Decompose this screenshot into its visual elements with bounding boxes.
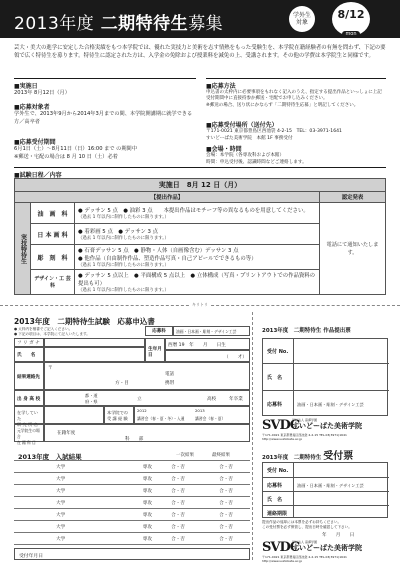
history-dept: 専攻 bbox=[94, 473, 154, 485]
age-field[interactable]: （ 才） bbox=[165, 350, 250, 362]
heading-eligibility: ■応募対象者 bbox=[14, 104, 50, 111]
history-title: 2013年度 入試結果 bbox=[18, 453, 82, 461]
history-univ: 大学 bbox=[54, 461, 94, 473]
prev-year-2: 2013 bbox=[195, 408, 205, 413]
card1-box bbox=[262, 338, 388, 416]
final-result-header: 最終結果 bbox=[212, 453, 230, 458]
cut-label: キリトリ bbox=[192, 302, 208, 307]
heading-date: ■実施日 bbox=[14, 83, 38, 90]
name-field[interactable] bbox=[44, 347, 145, 362]
content-sculpture bbox=[75, 245, 320, 270]
history-first-result[interactable]: 合・否 bbox=[154, 533, 202, 545]
history-dept: 専攻 bbox=[94, 485, 154, 497]
name-label: 氏 名 bbox=[14, 347, 44, 362]
category-label: 実技特待生 bbox=[15, 203, 31, 295]
body-date: 2013年 8月12日（月） bbox=[14, 90, 70, 96]
first-result-header: 一次結果 bbox=[176, 453, 194, 458]
content-nihonga bbox=[75, 224, 320, 245]
date-badge bbox=[332, 2, 370, 36]
heading-place: ■応募受付場所（送付先） bbox=[206, 122, 278, 129]
school-type: 立 bbox=[137, 397, 142, 402]
card2-row[interactable] bbox=[263, 505, 389, 519]
body-eligibility: 学外生で、2013年9月から2014年3月までの間、本学院開講期に就学できる方／高卒者 bbox=[14, 111, 193, 125]
card2-footer: 提出作品の返却には本票を必ずお持ちください。 この受付票を必ず保管し、提出日時を確認して下さい。 bbox=[262, 520, 352, 529]
card2-date: 年 月 日 bbox=[322, 533, 355, 538]
history-first-result[interactable]: 合・否 bbox=[154, 521, 202, 533]
card2-row[interactable] bbox=[263, 491, 389, 505]
history-row[interactable] bbox=[14, 497, 250, 509]
card2-title bbox=[262, 447, 353, 462]
history-final-result[interactable]: 合・否 bbox=[202, 473, 250, 485]
history-univ-field[interactable] bbox=[14, 461, 54, 473]
birth-label: 生年月日 bbox=[145, 338, 165, 362]
title-main: 二期特待生 bbox=[100, 14, 189, 34]
mobile-label: 携帯 bbox=[165, 381, 175, 386]
phone-label: 電話 bbox=[165, 372, 175, 377]
history-dept: 専攻 bbox=[94, 521, 154, 533]
history-row[interactable] bbox=[14, 509, 250, 521]
history-final-result[interactable]: 合・否 bbox=[202, 533, 250, 545]
school-logo bbox=[262, 418, 388, 441]
content-text: ● 石膏デッサン 5 点 ● 静物・人体（自画像含む）デッサン 3 点 ● 他作品（自由制作作品、塑造作品写真・自己アピールでできるもの等） bbox=[78, 248, 257, 262]
address-city: 方・目 bbox=[115, 381, 129, 386]
prev-year-1: 2012 bbox=[137, 408, 147, 413]
logo-address: 〒171-0021 東京都豊島区西池袋 4-2-15 TEL.03(3971)1641 http://www.suidobata.ac.jp bbox=[262, 433, 350, 441]
postal-mark: 〒 bbox=[48, 366, 53, 371]
history-dept: 専攻 bbox=[94, 497, 154, 509]
col-result-header: 認定発表 bbox=[320, 192, 386, 203]
date-day: mon bbox=[342, 31, 359, 37]
card2-row[interactable] bbox=[263, 477, 389, 491]
card1-row[interactable] bbox=[263, 390, 389, 417]
history-univ: 大学 bbox=[54, 485, 94, 497]
application-title: 2013年度 二期特待生試験 応募申込書 bbox=[14, 317, 155, 326]
logo-mark: SVDC bbox=[262, 418, 300, 433]
history-first-result[interactable]: 合・否 bbox=[154, 473, 202, 485]
history-final-result[interactable]: 合・否 bbox=[202, 461, 250, 473]
heading-period: ■応募受付期間 bbox=[14, 139, 56, 146]
subject-nihonga: 日 本 画 科 bbox=[31, 224, 75, 245]
body-place: 〒171-0021 東京都豊島区西池袋 4-2-15 TEL：03-3971-1641 すいどーばた美術学院 本館 1F 事務受付 bbox=[206, 129, 342, 141]
history-row[interactable] bbox=[14, 461, 250, 473]
card2-box bbox=[262, 462, 388, 518]
section-rule bbox=[14, 78, 196, 79]
prev-school-label: 在学していた 研 究 所 名 bbox=[14, 406, 44, 424]
prev-school-field[interactable] bbox=[44, 406, 104, 424]
card1-key: 応募科 bbox=[267, 402, 283, 408]
school-label: 出 身 高 校 bbox=[14, 390, 44, 406]
history-first-result[interactable]: 合・否 bbox=[154, 461, 202, 473]
card2-key: 応募科 bbox=[267, 483, 283, 489]
card1-key: 受付 No. bbox=[267, 349, 289, 355]
content-text: ● デッサン 5 点 ● 油彩 3 点 本提出作品はモチーフ等の異なるものを用意してください。 bbox=[78, 208, 309, 214]
application-note: ● 太枠内を楷書でご記入ください。 ● 下記の項目は、本学院にて記入いたします。 bbox=[14, 327, 90, 336]
card1-key: 氏 名 bbox=[267, 375, 283, 381]
heading-method: ■応募方法 bbox=[206, 83, 236, 90]
heading-venue: ■会場・時間 bbox=[206, 146, 242, 153]
prev-exam-field[interactable] bbox=[134, 406, 250, 424]
card1-title-main: 作品提出票 bbox=[323, 328, 351, 334]
history-univ-field[interactable] bbox=[14, 521, 54, 533]
history-final-result[interactable]: 合・否 bbox=[202, 509, 250, 521]
card2-value: 油画・日本画・彫刻・デザイン工芸 bbox=[297, 483, 364, 488]
card2-title-pre: 2013年度 二期特待生 bbox=[262, 455, 322, 461]
history-univ: 大学 bbox=[54, 533, 94, 545]
exam-table bbox=[14, 178, 386, 295]
history-first-result[interactable]: 合・否 bbox=[154, 509, 202, 521]
subject-sculpture: 彫 刻 科 bbox=[31, 245, 75, 270]
intro-text: 芸大・美大の進学に安定した合格実績をもつ本学院では、優れた実技力と美術を志す情熱をもった受験生を、本学院在籍経験者の有無を問わず、下記の要領で広く特待生を募ります。特待生に認定された方は、入学金の免除および授業料を減免の上、受講されます。その他の学費は本学院生と同様です。 bbox=[14, 45, 386, 59]
card1-row[interactable] bbox=[263, 339, 389, 363]
furigana-field[interactable] bbox=[44, 338, 145, 347]
content-oil bbox=[75, 203, 320, 224]
birth-field[interactable]: 西暦 19 年 月 日生 bbox=[165, 338, 250, 350]
content-text: ● デッサン 5 点以上 ● 平面構成 5 点以上 ● 立体構成（写真・プリントアウトでの作品資料の提出も可） bbox=[78, 273, 316, 287]
content-text: ● 着彩画 5 点 ● デッサン 3 点 bbox=[78, 229, 159, 235]
receipt-date-label: 受付年月日 bbox=[19, 554, 43, 559]
history-univ-field[interactable] bbox=[14, 473, 54, 485]
content-note: （過去 1 年以内に制作したものに限ります。） bbox=[78, 236, 169, 241]
school-logo bbox=[262, 540, 388, 563]
history-dept: 専攻 bbox=[94, 461, 154, 473]
header-bar bbox=[0, 0, 400, 38]
content-note: （過去 1 年以内に制作したものに限ります。） bbox=[78, 263, 169, 268]
school-pref: 都・道 府・県 bbox=[85, 393, 98, 404]
former-student-label: 元学院生の場合 在 籍 科 目 bbox=[14, 424, 44, 442]
body-period: 6月1日（土）〜8月11日（日）16:00 まで の期間中 ※郵送・宅配の場合は 8 月 10 日（土）必着 bbox=[14, 146, 137, 160]
history-row[interactable] bbox=[14, 485, 250, 497]
history-univ: 大学 bbox=[54, 497, 94, 509]
logo-name: すいどーばた美術学院 bbox=[292, 422, 362, 430]
content-note: （過去 1 年以内に制作したものに限ります。） bbox=[78, 215, 169, 220]
course-label: 応募科 bbox=[145, 326, 173, 336]
history-final-result[interactable]: 合・否 bbox=[202, 521, 250, 533]
history-univ: 大学 bbox=[54, 473, 94, 485]
logo-small: 学校法人 高澤学園 bbox=[292, 418, 317, 422]
body-method: 申込書の太枠内に必要事項をもれなく記入のうえ、指定する提出作品といっしょに上記受付期間中に直接持参か郵送・宅配でお申し込みください。 ※郵送の場合、送り状にかならず「二期特待生応募」と明記してください。 bbox=[206, 90, 382, 108]
card2-row[interactable] bbox=[263, 463, 389, 477]
history-univ-field[interactable] bbox=[14, 497, 54, 509]
card1-title bbox=[262, 326, 351, 334]
enroll-year: 在籍年度 bbox=[57, 431, 76, 436]
heading-exam: ■試験日程／内容 bbox=[14, 172, 62, 179]
result-text: 電話にて通知いたします。 bbox=[320, 203, 386, 295]
badge-line-1: 学外生 bbox=[292, 12, 311, 19]
exam-date-row: 実施日 8月 12 日（月） bbox=[15, 179, 386, 192]
card1-row[interactable] bbox=[263, 363, 389, 390]
school-suffix: 高校 bbox=[207, 397, 217, 402]
enroll-dept: 科 部 bbox=[125, 437, 144, 442]
card2-key: 連絡期限 bbox=[267, 511, 288, 517]
section-rule bbox=[14, 167, 386, 168]
content-note: （過去 1 年以内に制作したものに限ります。） bbox=[78, 288, 169, 293]
subject-oil: 油 画 科 bbox=[31, 203, 75, 224]
page-title bbox=[14, 9, 223, 34]
history-univ-field[interactable] bbox=[14, 485, 54, 497]
history-univ-field[interactable] bbox=[14, 533, 54, 545]
card2-key: 受付 No. bbox=[267, 468, 289, 474]
address-label: 結果連絡先 bbox=[14, 362, 44, 390]
badge-line-2: 対象 bbox=[295, 19, 308, 26]
history-univ: 大学 bbox=[54, 509, 94, 521]
prev-exam-label: 本学院での 受 講 経 験 bbox=[104, 406, 134, 424]
history-row[interactable] bbox=[14, 521, 250, 533]
history-row[interactable] bbox=[14, 473, 250, 485]
prev-course-1: 講習会（春・夏・冬）・入通 bbox=[137, 416, 185, 421]
history-first-result[interactable]: 合・否 bbox=[154, 485, 202, 497]
body-venue: 会場：本学院（各専攻科および本館） 時間：申込受付後、認識時間などご連絡します。 bbox=[206, 153, 307, 165]
logo-mark: SVDC bbox=[262, 540, 300, 555]
history-final-result[interactable]: 合・否 bbox=[202, 485, 250, 497]
history-dept: 専攻 bbox=[94, 533, 154, 545]
card1-title-pre: 2013年度 二期特待生 bbox=[262, 328, 322, 334]
card1-value: 油画・日本画・彫刻・デザイン工芸 bbox=[297, 402, 364, 407]
history-row[interactable] bbox=[14, 533, 250, 545]
content-design bbox=[75, 270, 320, 295]
history-univ-field[interactable] bbox=[14, 509, 54, 521]
prev-course-2: 講習会（春・夏） bbox=[195, 416, 226, 421]
card2-title-main: 受付票 bbox=[323, 451, 354, 462]
history-final-result[interactable]: 合・否 bbox=[202, 497, 250, 509]
title-suffix: 募集 bbox=[188, 14, 224, 34]
logo-name: すいどーばた美術学院 bbox=[292, 544, 362, 552]
logo-small: 学校法人 高澤学園 bbox=[292, 540, 317, 544]
section-rule bbox=[206, 78, 386, 79]
course-options[interactable]: 油画・日本画・彫刻・デザイン工芸 bbox=[173, 326, 250, 336]
history-univ: 大学 bbox=[54, 521, 94, 533]
card2-key: 氏 名 bbox=[267, 497, 283, 503]
school-field[interactable] bbox=[44, 390, 250, 406]
school-year: 年卒業 bbox=[229, 397, 243, 402]
receipt-date-row[interactable] bbox=[14, 548, 250, 560]
history-dept: 専攻 bbox=[94, 509, 154, 521]
furigana-label: フ リ ガ ナ bbox=[14, 338, 44, 347]
history-table bbox=[14, 460, 250, 545]
logo-address: 〒171-0021 東京都豊島区西池袋 4-2-15 TEL.03(3971)1641 http://www.suidobata.ac.jp bbox=[262, 555, 350, 563]
subject-design: デザイン・工 芸 科 bbox=[31, 270, 75, 295]
date-number: 8/12 bbox=[337, 8, 365, 21]
target-badge bbox=[289, 6, 315, 32]
address-field[interactable] bbox=[44, 362, 250, 390]
vertical-cut-line bbox=[252, 312, 253, 560]
col-content-header: 【提出作品】 bbox=[15, 192, 320, 203]
title-year: 2013年度 bbox=[14, 14, 95, 34]
former-student-field[interactable] bbox=[44, 424, 250, 442]
history-first-result[interactable]: 合・否 bbox=[154, 497, 202, 509]
